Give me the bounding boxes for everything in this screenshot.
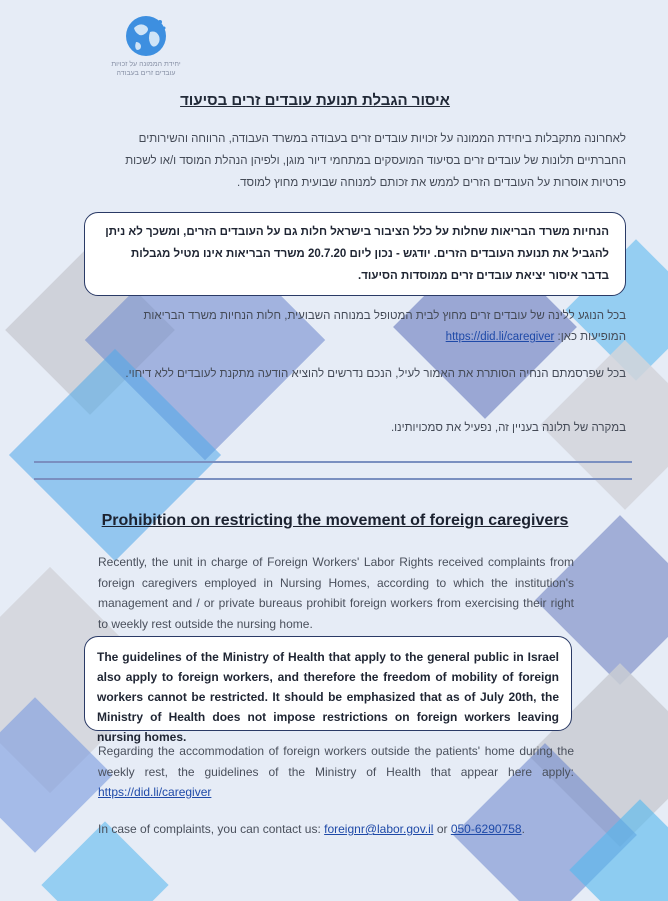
english-paragraph-1: Recently, the unit in charge of Foreign Workers' Labor Rights received complaints from foreign caregivers employed in Nursing Homes, according to which the institution's management and / or private bureaus prohibit foreign workers from exercising their right to weekly rest outside the nursing home.: [98, 555, 574, 631]
hebrew-paragraph-2: [98, 306, 626, 348]
english-paragraph-2: [98, 741, 574, 803]
english-title: Prohibition on restricting the movement of foreign caregivers: [101, 512, 569, 529]
hebrew-highlight-box: [84, 212, 626, 296]
hebrew-title: איסור הגבלת תנועת עובדים זרים בסיעוד: [180, 92, 450, 109]
english-contact-paragraph: [98, 819, 578, 839]
logo-text-line1: יחידת הממונה על זכויות: [111, 61, 181, 68]
divider-line: [34, 478, 632, 480]
english-highlight-text: The guidelines of the Ministry of Health that apply to the general public in Israel also apply to foreign workers, and therefore the freedom of mobility of foreign workers cannot be restricted. It should be emphasized that as of July 20th, the Ministry of Health does not impose restrictions on foreign workers leaving nursing homes.: [97, 650, 559, 744]
logo-text: [86, 60, 206, 78]
contact-prefix: In case of complaints, you can contact us:: [98, 822, 325, 836]
contact-suffix: .: [521, 822, 525, 836]
contact-phone-link[interactable]: 050-6290758: [450, 822, 522, 836]
hebrew-highlight-text: הנחיות משרד הבריאות שחלות על כלל הציבור בישראל חלות גם על העובדים הזרים, ומשכך לא ניתן להגביל את תנועת העובדים הזרים. יודגש - נכון ליום 20.7.20 משרד הבריאות אינו מטיל מגבלות בדבר איסור יציאת עובדים זרים ממוסדות הסיעוד.: [105, 226, 609, 282]
hebrew-paragraph-2-text: בכל הנוגע ללינה של עובדים זרים מחוץ לבית המטופל במנוחה השבועית, חלות הנחיות משרד הבריאות המופיעות כאן:: [143, 310, 626, 343]
contact-email-link[interactable]: foreignr@labor.gov.il: [324, 822, 434, 836]
hebrew-paragraph-1: לאחרונה מתקבלות ביחידת הממונה על זכויות עובדים זרים בעבודה במשרד העבודה, הרווחה והשירותים החברתיים תלונות של עובדים זרים בסיעוד המועסקים במתחמי דיור מוגן, ולפיהן הנהלת המוסד ו/או לשכות פרטיות אוסרות על העובדים הזרים לממש את זכותם למנוחה שבועית מחוץ למוסד.: [125, 133, 626, 189]
logo: [86, 8, 206, 86]
hebrew-paragraph-4: במקרה של תלונה בעניין זה, נפעיל את סמכויותינו.: [390, 422, 626, 434]
logo-text-line2: עובדים זרים בעבודה: [116, 70, 176, 77]
english-caregiver-link[interactable]: https://did.li/caregiver: [98, 785, 212, 799]
english-paragraph-2-text: Regarding the accommodation of foreign workers outside the patients' home during the weekly rest, the guidelines of the Ministry of Health that appear here apply:: [98, 744, 574, 779]
divider-line: [34, 461, 632, 463]
hebrew-paragraph-3: בכל שפרסמתם הנחיה הסותרת את האמור לעיל, הנכם נדרשים להוציא הודעה מתקנת לעובדים ללא דיחוי.: [125, 368, 626, 380]
hebrew-caregiver-link[interactable]: https://did.li/caregiver: [445, 331, 555, 343]
globe-icon: [124, 14, 168, 58]
contact-or: or: [433, 822, 451, 836]
english-highlight-box: [84, 636, 572, 744]
